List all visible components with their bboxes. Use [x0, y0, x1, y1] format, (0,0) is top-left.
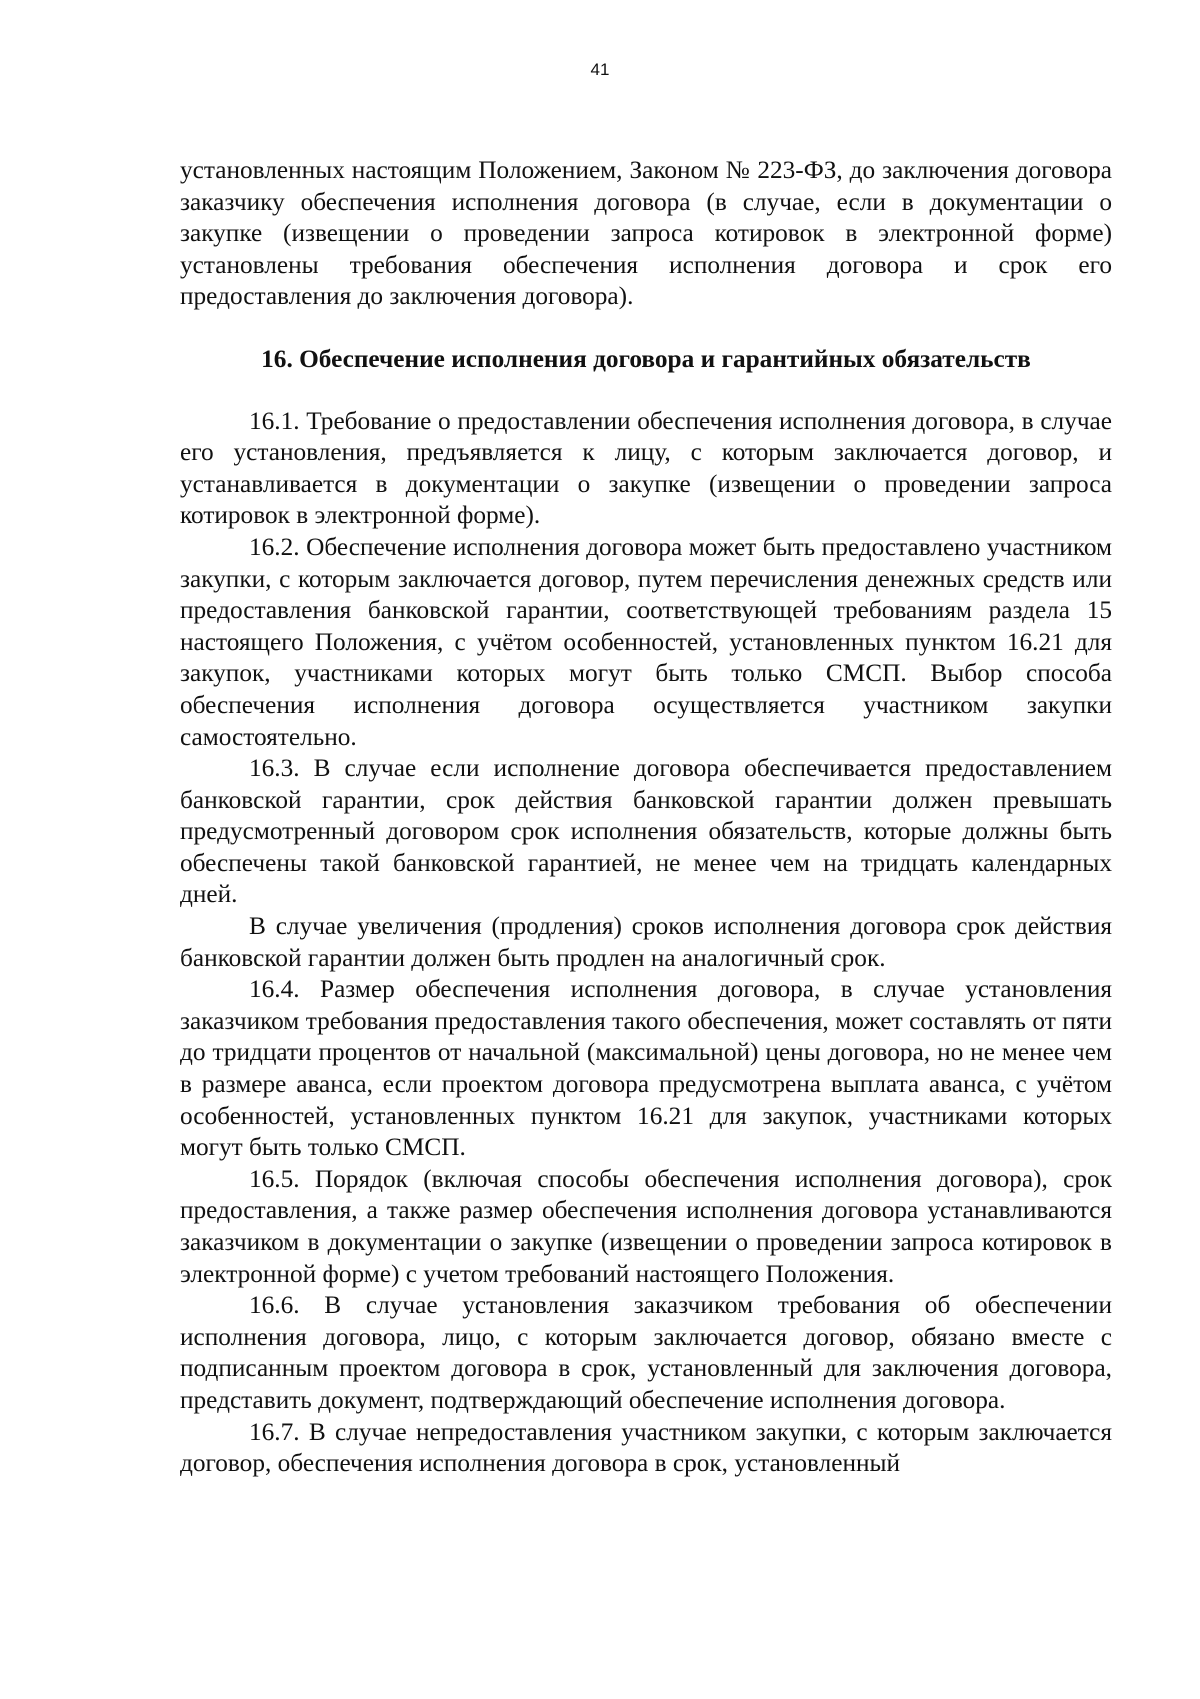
paragraph-16-1: 16.1. Требование о предоставлении обеспечения исполнения договора, в случае его установления, предъявляется к лицу, с которым заключается договор, и устанавливается в документации о закупке (извещении о проведении запроса котировок в электронной форме). — [180, 406, 1112, 530]
section-heading: 16. Обеспечение исполнения договора и гарантийных обязательств — [261, 344, 1031, 373]
paragraph-16-7: 16.7. В случае непредоставления участником закупки, с которым заключается договор, обеспечения исполнения договора в срок, установленный — [180, 1417, 1112, 1478]
document-body — [180, 155, 1112, 1480]
paragraph-16-4: 16.4. Размер обеспечения исполнения договора, в случае установления заказчиком требования предоставления такого обеспечения, может составлять от пяти до тридцати процентов от начальной (максимальной) цены договора, но не менее чем в размере аванса, если проектом договора предусмотрена выплата аванса, с учётом особенностей, установленных пунктом 16.21 для закупок, участниками которых могут быть только СМСП. — [180, 975, 1112, 1162]
page-number: 41 — [590, 60, 610, 79]
paragraph-16-5: 16.5. Порядок (включая способы обеспечения исполнения договора), срок предоставления, а также размер обеспечения исполнения договора устанавливаются заказчиком в документации о закупке (извещении о проведении запроса котировок в электронной форме) с учетом требований настоящего Положения. — [180, 1164, 1112, 1288]
paragraph-16-2: 16.2. Обеспечение исполнения договора может быть предоставлено участником закупки, с которым заключается договор, путем перечисления денежных средств или предоставления банковской гарантии, соответствующей требованиям раздела 15 настоящего Положения, с учётом особенностей, установленных пунктом 16.21 для закупок, участниками которых могут быть только СМСП. Выбор способа обеспечения исполнения договора осуществляется участником закупки самостоятельно. — [180, 532, 1112, 751]
paragraph-16-3: 16.3. В случае если исполнение договора обеспечивается предоставлением банковской гарантии, срок действия банковской гарантии должен превышать предусмотренный договором срок исполнения обязательств, которые должны быть обеспечены такой банковской гарантией, не менее чем на тридцать календарных дней. — [180, 754, 1112, 909]
paragraph-16-3-continuation: В случае увеличения (продления) сроков исполнения договора срок действия банковской гарантии должен быть продлен на аналогичный срок. — [180, 912, 1112, 972]
paragraph-16-6: 16.6. В случае установления заказчиком требования об обеспечении исполнения договора, лицо, с которым заключается договор, обязано вместе с подписанным проектом договора в срок, установленный для заключения договора, представить документ, подтверждающий обеспечение исполнения договора. — [180, 1291, 1112, 1414]
intro-paragraph: установленных настоящим Положением, Законом № 223-ФЗ, до заключения договора заказчику обеспечения исполнения договора (в случае, если в документации о закупке (извещении о проведении запроса котировок в электронной форме) установлены требования обеспечения исполнения договора и срок его предоставления до заключения договора). — [180, 156, 1112, 311]
